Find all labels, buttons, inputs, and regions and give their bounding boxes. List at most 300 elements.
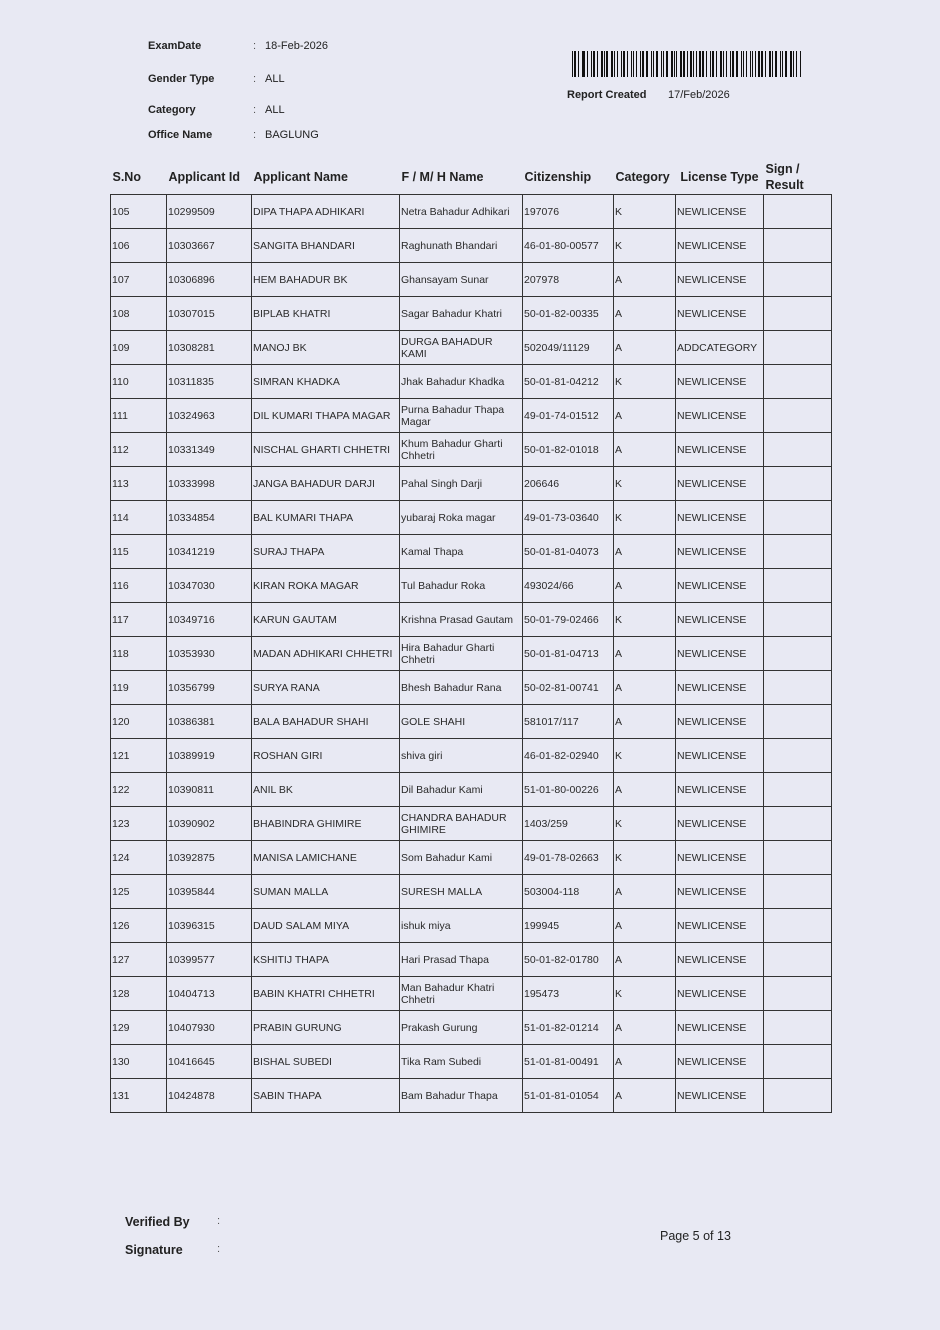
verified-by	[125, 1215, 221, 1229]
cell-sign-result[interactable]	[764, 1011, 832, 1045]
cell-citizenship: 51-01-81-01054	[523, 1079, 614, 1113]
cell-applicant-name: BIPLAB KHATRI	[252, 297, 400, 331]
cell-applicant-id: 10389919	[167, 739, 252, 773]
cell-sno: 107	[111, 263, 167, 297]
cell-sno: 128	[111, 977, 167, 1011]
table-row	[111, 943, 832, 977]
cell-sign-result[interactable]	[764, 671, 832, 705]
cell-fmh-name: Man Bahadur Khatri Chhetri	[400, 977, 523, 1011]
cell-fmh-name: Som Bahadur Kami	[400, 841, 523, 875]
table-row	[111, 297, 832, 331]
barcode-bar	[676, 51, 677, 77]
col-applicant-name: Applicant Name	[253, 170, 348, 184]
cell-sno: 105	[111, 195, 167, 229]
cell-applicant-id: 10390811	[167, 773, 252, 807]
cell-sign-result[interactable]	[764, 535, 832, 569]
separator: :	[253, 40, 257, 52]
cell-category: A	[614, 433, 676, 467]
cell-citizenship: 207978	[523, 263, 614, 297]
cell-citizenship: 50-01-82-01780	[523, 943, 614, 977]
cell-license-type: NEWLICENSE	[676, 263, 764, 297]
cell-fmh-name: Raghunath Bhandari	[400, 229, 523, 263]
cell-applicant-id: 10349716	[167, 603, 252, 637]
cell-sign-result[interactable]	[764, 399, 832, 433]
cell-sign-result[interactable]	[764, 501, 832, 535]
barcode-bar	[623, 51, 625, 77]
cell-license-type: NEWLICENSE	[676, 773, 764, 807]
barcode-bar	[627, 51, 628, 77]
cell-category: K	[614, 365, 676, 399]
cell-sign-result[interactable]	[764, 1079, 832, 1113]
cell-sign-result[interactable]	[764, 467, 832, 501]
barcode-bar	[633, 51, 634, 77]
cell-applicant-id: 10390902	[167, 807, 252, 841]
barcode-bar	[710, 51, 711, 77]
cell-citizenship: 50-01-79-02466	[523, 603, 614, 637]
barcode-bar	[671, 51, 673, 77]
table-row	[111, 331, 832, 365]
table-row	[111, 807, 832, 841]
cell-sign-result[interactable]	[764, 331, 832, 365]
barcode-bar	[593, 51, 595, 77]
cell-category: K	[614, 739, 676, 773]
verified-by-label: Verified By	[125, 1215, 190, 1229]
cell-applicant-name: HEM BAHADUR BK	[252, 263, 400, 297]
cell-citizenship: 49-01-78-02663	[523, 841, 614, 875]
separator: :	[253, 104, 257, 116]
cell-sno: 125	[111, 875, 167, 909]
barcode-bar	[653, 51, 654, 77]
table-row	[111, 637, 832, 671]
cell-sign-result[interactable]	[764, 705, 832, 739]
cell-applicant-name: DIPA THAPA ADHIKARI	[252, 195, 400, 229]
category-value: ALL	[265, 104, 285, 116]
cell-citizenship: 581017/117	[523, 705, 614, 739]
table-row	[111, 739, 832, 773]
cell-fmh-name: Bam Bahadur Thapa	[400, 1079, 523, 1113]
cell-fmh-name: Jhak Bahadur Khadka	[400, 365, 523, 399]
barcode-bar	[646, 51, 648, 77]
col-sno: S.No	[112, 170, 141, 184]
table-row	[111, 841, 832, 875]
cell-applicant-name: KARUN GAUTAM	[252, 603, 400, 637]
cell-sno: 117	[111, 603, 167, 637]
cell-citizenship: 199945	[523, 909, 614, 943]
table-row	[111, 773, 832, 807]
cell-license-type: NEWLICENSE	[676, 1011, 764, 1045]
cell-applicant-name: SIMRAN KHADKA	[252, 365, 400, 399]
cell-applicant-name: KIRAN ROKA MAGAR	[252, 569, 400, 603]
barcode-bar	[582, 51, 583, 77]
barcode-bar	[642, 51, 644, 77]
cell-fmh-name: GOLE SHAHI	[400, 705, 523, 739]
cell-category: K	[614, 603, 676, 637]
cell-sign-result[interactable]	[764, 773, 832, 807]
cell-license-type: NEWLICENSE	[676, 569, 764, 603]
col-applicant-id: Applicant Id	[168, 170, 241, 184]
barcode-bar	[687, 51, 688, 77]
barcode-bar	[587, 51, 588, 77]
cell-sign-result[interactable]	[764, 637, 832, 671]
barcode-bar	[726, 51, 727, 77]
cell-category: K	[614, 841, 676, 875]
cell-sno: 122	[111, 773, 167, 807]
cell-fmh-name: SURESH MALLA	[400, 875, 523, 909]
barcode-bar	[780, 51, 781, 77]
cell-sign-result[interactable]	[764, 739, 832, 773]
cell-sign-result[interactable]	[764, 841, 832, 875]
cell-category: A	[614, 773, 676, 807]
cell-applicant-id: 10347030	[167, 569, 252, 603]
cell-applicant-name: SURYA RANA	[252, 671, 400, 705]
cell-fmh-name: Prakash Gurung	[400, 1011, 523, 1045]
cell-applicant-name: MANOJ BK	[252, 331, 400, 365]
cell-applicant-name: DAUD SALAM MIYA	[252, 909, 400, 943]
cell-fmh-name: CHANDRA BAHADUR GHIMIRE	[400, 807, 523, 841]
barcode-bar	[720, 51, 722, 77]
cell-license-type: NEWLICENSE	[676, 229, 764, 263]
cell-license-type: NEWLICENSE	[676, 399, 764, 433]
cell-applicant-id: 10386381	[167, 705, 252, 739]
table-row	[111, 1045, 832, 1079]
cell-license-type: NEWLICENSE	[676, 501, 764, 535]
cell-applicant-id: 10331349	[167, 433, 252, 467]
barcode-bar	[611, 51, 612, 77]
table-header-row	[111, 160, 832, 195]
barcode-bar	[696, 51, 697, 77]
cell-sno: 130	[111, 1045, 167, 1079]
cell-applicant-name: KSHITIJ THAPA	[252, 943, 400, 977]
barcode-bar	[800, 51, 801, 77]
cell-citizenship: 503004-118	[523, 875, 614, 909]
cell-sign-result[interactable]	[764, 977, 832, 1011]
cell-citizenship: 493024/66	[523, 569, 614, 603]
barcode-bar	[772, 51, 773, 77]
cell-citizenship: 46-01-82-02940	[523, 739, 614, 773]
barcode-bar	[775, 51, 776, 77]
report-created-value: 17/Feb/2026	[668, 89, 730, 101]
cell-license-type: NEWLICENSE	[676, 195, 764, 229]
cell-category: A	[614, 263, 676, 297]
col-category: Category	[615, 170, 670, 184]
cell-license-type: NEWLICENSE	[676, 875, 764, 909]
barcode-bar	[651, 51, 652, 77]
barcode-bar	[702, 51, 703, 77]
cell-applicant-id: 10308281	[167, 331, 252, 365]
cell-applicant-id: 10404713	[167, 977, 252, 1011]
cell-category: K	[614, 195, 676, 229]
barcode-bar	[572, 51, 573, 77]
barcode-bar	[683, 51, 684, 77]
barcode-icon	[572, 51, 802, 77]
separator: :	[253, 129, 257, 141]
separator: :	[217, 1243, 221, 1255]
cell-sign-result[interactable]	[764, 263, 832, 297]
cell-fmh-name: Purna Bahadur Thapa Magar	[400, 399, 523, 433]
cell-applicant-name: SABIN THAPA	[252, 1079, 400, 1113]
cell-applicant-name: BHABINDRA GHIMIRE	[252, 807, 400, 841]
barcode-bar	[663, 51, 664, 77]
cell-sno: 115	[111, 535, 167, 569]
barcode-bar	[591, 51, 592, 77]
exam-date-value: 18-Feb-2026	[265, 40, 328, 52]
cell-sign-result[interactable]	[764, 807, 832, 841]
cell-applicant-name: BAL KUMARI THAPA	[252, 501, 400, 535]
cell-sign-result[interactable]	[764, 1045, 832, 1079]
cell-applicant-name: MADAN ADHIKARI CHHETRI	[252, 637, 400, 671]
cell-citizenship: 51-01-82-01214	[523, 1011, 614, 1045]
cell-license-type: NEWLICENSE	[676, 977, 764, 1011]
cell-fmh-name: Khum Bahadur Gharti Chhetri	[400, 433, 523, 467]
cell-sno: 110	[111, 365, 167, 399]
cell-fmh-name: Netra Bahadur Adhikari	[400, 195, 523, 229]
cell-fmh-name: Hari Prasad Thapa	[400, 943, 523, 977]
barcode-bar	[712, 51, 714, 77]
barcode-bar	[793, 51, 794, 77]
cell-applicant-name: SUMAN MALLA	[252, 875, 400, 909]
cell-applicant-id: 10353930	[167, 637, 252, 671]
cell-license-type: NEWLICENSE	[676, 365, 764, 399]
table-row	[111, 909, 832, 943]
office-name-label: Office Name	[148, 129, 213, 141]
barcode-bar	[640, 51, 641, 77]
cell-fmh-name: Tul Bahadur Roka	[400, 569, 523, 603]
office-name-value: BAGLUNG	[265, 129, 319, 141]
page-number: Page 5 of 13	[660, 1229, 731, 1243]
table-row	[111, 263, 832, 297]
cell-applicant-name: PRABIN GURUNG	[252, 1011, 400, 1045]
barcode-bar	[583, 51, 584, 77]
cell-category: A	[614, 637, 676, 671]
col-fmh-name: F / M/ H Name	[401, 170, 484, 184]
barcode-bar	[706, 51, 707, 77]
barcode-bar	[604, 51, 605, 77]
cell-applicant-id: 10356799	[167, 671, 252, 705]
barcode-bar	[690, 51, 691, 77]
cell-fmh-name: Dil Bahadur Kami	[400, 773, 523, 807]
cell-sign-result[interactable]	[764, 909, 832, 943]
barcode-bar	[693, 51, 694, 77]
cell-fmh-name: Bhesh Bahadur Rana	[400, 671, 523, 705]
exam-date-label: ExamDate	[148, 40, 202, 52]
cell-category: A	[614, 535, 676, 569]
barcode-bar	[656, 51, 658, 77]
cell-license-type: NEWLICENSE	[676, 739, 764, 773]
cell-sno: 121	[111, 739, 167, 773]
cell-citizenship: 49-01-74-01512	[523, 399, 614, 433]
cell-applicant-id: 10424878	[167, 1079, 252, 1113]
cell-sno: 126	[111, 909, 167, 943]
table-row	[111, 433, 832, 467]
cell-license-type: NEWLICENSE	[676, 671, 764, 705]
cell-applicant-id: 10303667	[167, 229, 252, 263]
cell-sign-result[interactable]	[764, 365, 832, 399]
cell-applicant-id: 10334854	[167, 501, 252, 535]
cell-applicant-name: SANGITA BHANDARI	[252, 229, 400, 263]
cell-sign-result[interactable]	[764, 195, 832, 229]
cell-citizenship: 197076	[523, 195, 614, 229]
barcode-bar	[617, 51, 618, 77]
col-license-type: License Type	[680, 170, 759, 184]
barcode-bar	[761, 51, 763, 77]
barcode-bar	[785, 51, 787, 77]
cell-sign-result[interactable]	[764, 875, 832, 909]
cell-sign-result[interactable]	[764, 229, 832, 263]
cell-category: A	[614, 705, 676, 739]
cell-fmh-name: Tika Ram Subedi	[400, 1045, 523, 1079]
barcode-bar	[732, 51, 733, 77]
cell-category: K	[614, 501, 676, 535]
cell-category: A	[614, 943, 676, 977]
barcode-bar	[750, 51, 751, 77]
cell-applicant-id: 10392875	[167, 841, 252, 875]
cell-category: A	[614, 331, 676, 365]
cell-sno: 120	[111, 705, 167, 739]
cell-fmh-name: Krishna Prasad Gautam	[400, 603, 523, 637]
cell-license-type: ADDCATEGORY	[676, 331, 764, 365]
cell-sign-result[interactable]	[764, 297, 832, 331]
cell-fmh-name: ishuk miya	[400, 909, 523, 943]
barcode-bar	[621, 51, 622, 77]
barcode-bar	[631, 51, 632, 77]
cell-license-type: NEWLICENSE	[676, 1045, 764, 1079]
cell-applicant-id: 10333998	[167, 467, 252, 501]
barcode-bar	[796, 51, 797, 77]
barcode-bar	[601, 51, 602, 77]
cell-fmh-name: shiva giri	[400, 739, 523, 773]
cell-fmh-name: Ghansayam Sunar	[400, 263, 523, 297]
cell-category: K	[614, 807, 676, 841]
cell-sno: 118	[111, 637, 167, 671]
barcode-bar	[782, 51, 783, 77]
cell-applicant-id: 10341219	[167, 535, 252, 569]
separator: :	[217, 1215, 221, 1227]
cell-category: K	[614, 229, 676, 263]
cell-category: A	[614, 875, 676, 909]
table-row	[111, 603, 832, 637]
cell-citizenship: 1403/259	[523, 807, 614, 841]
cell-category: A	[614, 399, 676, 433]
barcode-bar	[680, 51, 682, 77]
cell-fmh-name: Hira Bahadur Gharti Chhetri	[400, 637, 523, 671]
barcode-bar	[606, 51, 608, 77]
cell-sno: 111	[111, 399, 167, 433]
cell-citizenship: 50-01-81-04212	[523, 365, 614, 399]
cell-category: A	[614, 671, 676, 705]
table-row	[111, 1011, 832, 1045]
applicant-table	[110, 160, 832, 1113]
cell-sign-result[interactable]	[764, 603, 832, 637]
barcode-bar	[666, 51, 667, 77]
cell-sno: 131	[111, 1079, 167, 1113]
cell-applicant-name: BISHAL SUBEDI	[252, 1045, 400, 1079]
cell-applicant-name: SURAJ THAPA	[252, 535, 400, 569]
cell-citizenship: 50-01-82-01018	[523, 433, 614, 467]
signature	[125, 1243, 221, 1257]
cell-applicant-name: BABIN KHATRI CHHETRI	[252, 977, 400, 1011]
cell-sign-result[interactable]	[764, 943, 832, 977]
gender-type-value: ALL	[265, 73, 285, 85]
cell-sno: 109	[111, 331, 167, 365]
cell-category: A	[614, 297, 676, 331]
cell-license-type: NEWLICENSE	[676, 1079, 764, 1113]
cell-sno: 116	[111, 569, 167, 603]
barcode-bar	[741, 51, 742, 77]
cell-sno: 112	[111, 433, 167, 467]
cell-fmh-name: Pahal Singh Darji	[400, 467, 523, 501]
barcode-bar	[661, 51, 662, 77]
cell-sign-result[interactable]	[764, 433, 832, 467]
cell-applicant-id: 10307015	[167, 297, 252, 331]
barcode-bar	[743, 51, 744, 77]
cell-applicant-name: ROSHAN GIRI	[252, 739, 400, 773]
cell-citizenship: 206646	[523, 467, 614, 501]
category-label: Category	[148, 104, 196, 116]
cell-license-type: NEWLICENSE	[676, 943, 764, 977]
cell-fmh-name: DURGA BAHADUR KAMI	[400, 331, 523, 365]
cell-citizenship: 50-01-81-04713	[523, 637, 614, 671]
report-created	[567, 89, 730, 101]
cell-citizenship: 50-01-82-00335	[523, 297, 614, 331]
cell-category: A	[614, 1011, 676, 1045]
cell-category: A	[614, 569, 676, 603]
cell-citizenship: 50-02-81-00741	[523, 671, 614, 705]
cell-applicant-id: 10399577	[167, 943, 252, 977]
table-row	[111, 229, 832, 263]
cell-license-type: NEWLICENSE	[676, 637, 764, 671]
cell-citizenship: 51-01-81-00491	[523, 1045, 614, 1079]
barcode-bar	[790, 51, 791, 77]
barcode-bar	[730, 51, 731, 77]
barcode-bar	[614, 51, 615, 77]
cell-citizenship: 50-01-81-04073	[523, 535, 614, 569]
cell-applicant-id: 10306896	[167, 263, 252, 297]
cell-citizenship: 502049/11129	[523, 331, 614, 365]
cell-citizenship: 195473	[523, 977, 614, 1011]
barcode-bar	[716, 51, 717, 77]
barcode-bar	[736, 51, 738, 77]
cell-applicant-id: 10407930	[167, 1011, 252, 1045]
cell-fmh-name: Kamal Thapa	[400, 535, 523, 569]
table-row	[111, 365, 832, 399]
gender-type-label: Gender Type	[148, 73, 215, 85]
barcode-bar	[636, 51, 637, 77]
barcode-bar	[574, 51, 575, 77]
cell-sno: 119	[111, 671, 167, 705]
cell-citizenship: 49-01-73-03640	[523, 501, 614, 535]
table-row	[111, 705, 832, 739]
cell-sno: 113	[111, 467, 167, 501]
cell-applicant-id: 10311835	[167, 365, 252, 399]
cell-license-type: NEWLICENSE	[676, 433, 764, 467]
barcode-bar	[765, 51, 766, 77]
barcode-bar	[752, 51, 753, 77]
table-row	[111, 195, 832, 229]
cell-sno: 114	[111, 501, 167, 535]
cell-sign-result[interactable]	[764, 569, 832, 603]
cell-license-type: NEWLICENSE	[676, 467, 764, 501]
cell-sno: 106	[111, 229, 167, 263]
barcode-bar	[723, 51, 724, 77]
cell-fmh-name: yubaraj Roka magar	[400, 501, 523, 535]
barcode-bar	[755, 51, 756, 77]
table-row	[111, 467, 832, 501]
cell-license-type: NEWLICENSE	[676, 807, 764, 841]
table-row	[111, 977, 832, 1011]
report-created-label: Report Created	[567, 89, 647, 101]
cell-sno: 124	[111, 841, 167, 875]
cell-category: K	[614, 977, 676, 1011]
